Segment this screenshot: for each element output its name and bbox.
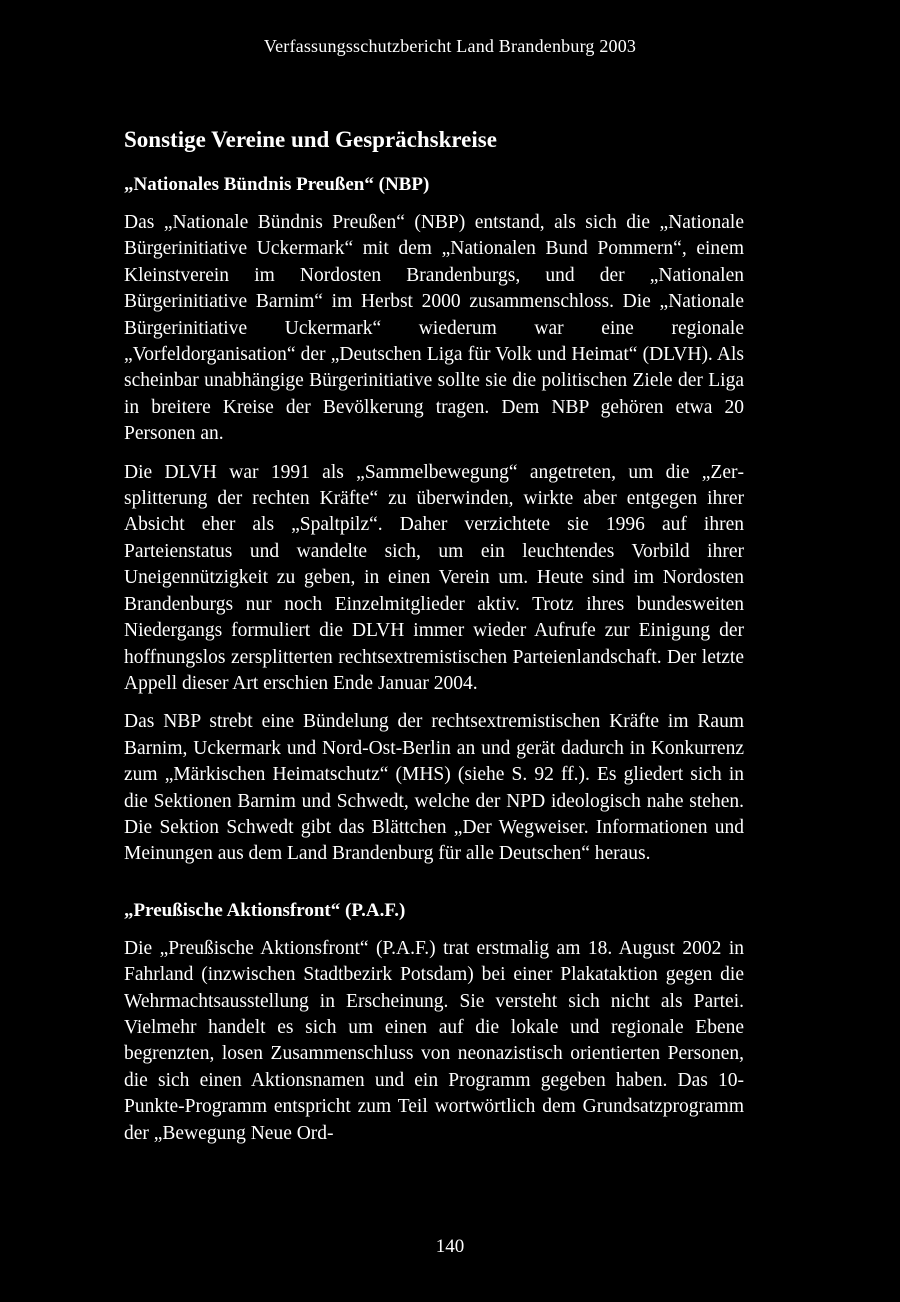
section-title: Sonstige Vereine und Gesprächskreise — [124, 127, 497, 152]
paragraph: Das NBP strebt eine Bündelung der rechtsextremistischen Kräfte im Raum Barnim, Uckermark und Nord-Ost-Berlin an und gerät dadurch in Konkurrenz zum „Märkischen Heimatschutz“ (MHS) (siehe S. 92 ff.). Es gliedert sich in die Sektionen Barnim und Schwedt, welche der NPD ideologisch nahe stehen. Die Sektion Schwedt gibt das Blättchen „Der Wegweiser. Informationen und Meinungen aus dem Land Brandenburg für alle Deutschen“ heraus. — [124, 711, 744, 865]
running-header: Verfassungsschutzbericht Land Brandenburg 2003 — [263, 36, 637, 56]
paragraph: Die DLVH war 1991 als „Sammelbewegung“ angetreten, um die „Zersplitterung der rechten Kräfte“ zu überwinden, wirkte aber entgegen ihrer Absicht eher als „Spaltpilz“. Daher verzichtete sie 1996 auf ihren Parteienstatus und wandelte sich, um ein leuchtendes Vorbild ihrer Uneigennützigkeit zu geben, in einen Verein um. Heute sind im Nordosten Brandenburgs nur noch Einzelmitglieder aktiv. Trotz ihres bundesweiten Niedergangs formuliert die DLVH immer wieder Aufrufe zur Einigung der hoffnungslos zersplitterten rechtsextremistischen Parteienlandschaft. Der letzte Appell dieser Art erschien Ende Januar 2004. — [124, 461, 744, 694]
paragraph: Das „Nationale Bündnis Preußen“ (NBP) entstand, als sich die „Nationale Bürgerinitiative Uckermark“ mit dem „Nationalen Bund Pommern“, einem Kleinstverein im Nordosten Brandenburgs, und der „Nationalen Bürgerinitiative Barnim“ im Herbst 2000 zusammenschloss. Die „Nationale Bürgerinitiative Uckermark“ wiederum war eine regionale „Vorfeldorganisation“ der „Deutschen Liga für Volk und Heimat“ (DLVH). Als scheinbar unabhängige Bürgerinitiative sollte sie die politischen Ziele der Liga in breitere Kreise der Bevölkerung tragen. Dem NBP gehören etwa 20 Personen an. — [124, 212, 744, 445]
subsection-title-paf: „Preußische Aktionsfront“ (P.A.F.) — [124, 899, 406, 921]
subsection-title-nbp: „Nationales Bündnis Preußen“ (NBP) — [124, 174, 430, 195]
paragraph: Die „Preußische Aktionsfront“ (P.A.F.) trat erstmalig am 18. August 2002 in Fahrland (inzwischen Stadtbezirk Potsdam) bei einer Plakataktion gegen die Wehrmachtsausstellung in Erscheinung. Sie versteht sich nicht als Partei. Vielmehr handelt es sich um einen auf die lokale und regionale Ebene begrenzten, losen Zusammenschluss von neonazistisch orientierten Personen, die sich einen Aktionsnamen und ein Programm gegeben haben. Das 10-Punkte-Programm entspricht zum Teil wortwörtlich dem Grundsatzprogramm der „Bewegung Neue Ord- — [124, 937, 744, 1144]
document-body — [124, 124, 744, 1159]
page-number: 140 — [435, 1236, 465, 1257]
